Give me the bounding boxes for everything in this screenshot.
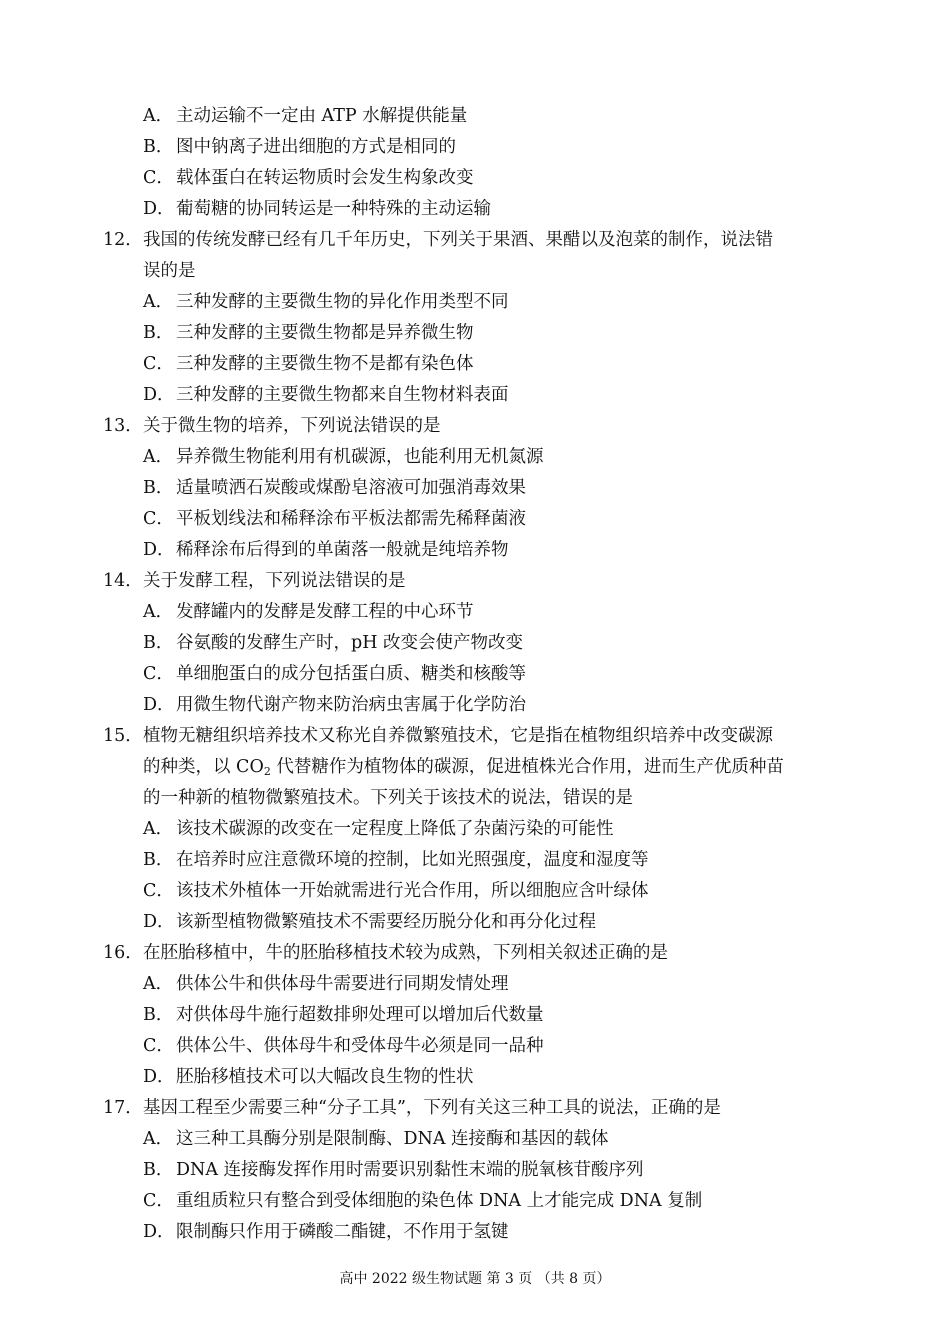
q15-option-c: C． 该技术外植体一开始就需进行光合作用，所以细胞应含叶绿体	[143, 881, 649, 901]
q14-option-d: D．用微生物代谢产物来防治病虫害属于化学防治	[143, 695, 526, 715]
q11-option-b: B． 图中钠离子进出细胞的方式是相同的	[143, 137, 456, 157]
q11-option-a: A． 主动运输不一定由 ATP 水解提供能量	[143, 106, 468, 126]
q17-option-d: D．限制酶只作用于磷酸二酯键，不作用于氢键	[143, 1222, 509, 1242]
q16-option-d: D．胚胎移植技术可以大幅改良生物的性状	[143, 1067, 474, 1087]
q15-option-b: B． 在培养时应注意微环境的控制，比如光照强度，温度和湿度等	[143, 850, 649, 870]
page-footer: 高中 2022 级生物试题 第 3 页 （共 8 页）	[339, 1271, 611, 1287]
q16-stem: 16．在胚胎移植中，牛的胚胎移植技术较为成熟，下列相关叙述正确的是	[103, 943, 668, 963]
q16-option-b: B． 对供体母牛施行超数排卵处理可以增加后代数量	[143, 1005, 544, 1025]
q12-stem: 12．我国的传统发酵已经有几千年历史，下列关于果酒、果醋以及泡菜的制作，说法错	[103, 230, 773, 250]
q13-option-c: C． 平板划线法和稀释涂布平板法都需先稀释菌液	[143, 509, 526, 529]
q14-option-b: B． 谷氨酸的发酵生产时，pH 改变会使产物改变	[143, 633, 524, 653]
q12-option-c: C． 三种发酵的主要微生物不是都有染色体	[143, 354, 474, 374]
q14-option-c: C． 单细胞蛋白的成分包括蛋白质、糖类和核酸等	[143, 664, 526, 684]
q12-stem-continued: 误的是	[143, 261, 196, 281]
q17-option-c: C． 重组质粒只有整合到受体细胞的染色体 DNA 上才能完成 DNA 复制	[143, 1191, 703, 1211]
q12-option-d: D．三种发酵的主要微生物都来自生物材料表面	[143, 385, 509, 405]
q11-option-c: C． 载体蛋白在转运物质时会发生构象改变	[143, 168, 474, 188]
q15-stem-line2: 的种类，以 $CO_2$ 代替糖作为植物体的碳源，促进植株光合作用，进而生产优质种苗	[143, 757, 784, 778]
q13-stem: 13．关于微生物的培养，下列说法错误的是	[103, 416, 441, 436]
q17-option-a: A． 这三种工具酶分别是限制酶、DNA 连接酶和基因的载体	[143, 1129, 609, 1149]
q16-option-c: C． 供体公牛、供体母牛和受体母牛必须是同一品种	[143, 1036, 544, 1056]
q12-option-b: B． 三种发酵的主要微生物都是异养微生物	[143, 323, 474, 343]
q15-stem-line3: 的一种新的植物微繁殖技术。下列关于该技术的说法，错误的是	[143, 788, 633, 808]
q13-option-b: B． 适量喷洒石炭酸或煤酚皂溶液可加强消毒效果	[143, 478, 526, 498]
q15-stem: 15．植物无糖组织培养技术又称光自养微繁殖技术，它是指在植物组织培养中改变碳源	[103, 726, 773, 746]
q16-option-a: A． 供体公牛和供体母牛需要进行同期发情处理	[143, 974, 509, 994]
q15-option-a: A． 该技术碳源的改变在一定程度上降低了杂菌污染的可能性	[143, 819, 614, 839]
q11-option-d: D．葡萄糖的协同转运是一种特殊的主动运输	[143, 199, 491, 219]
q12-option-a: A． 三种发酵的主要微生物的异化作用类型不同	[143, 292, 509, 312]
q14-option-a: A． 发酵罐内的发酵是发酵工程的中心环节	[143, 602, 474, 622]
q17-option-b: B． DNA 连接酶发挥作用时需要识别黏性末端的脱氧核苷酸序列	[143, 1160, 644, 1180]
q15-option-d: D．该新型植物微繁殖技术不需要经历脱分化和再分化过程	[143, 912, 596, 932]
q14-stem: 14．关于发酵工程，下列说法错误的是	[103, 571, 406, 591]
q13-option-d: D．稀释涂布后得到的单菌落一般就是纯培养物	[143, 540, 509, 560]
question-list	[0, 101, 950, 1248]
q17-stem: 17．基因工程至少需要三种“分子工具”，下列有关这三种工具的说法，正确的是	[103, 1098, 721, 1118]
q13-option-a: A． 异养微生物能利用有机碳源，也能利用无机氮源	[143, 447, 544, 467]
